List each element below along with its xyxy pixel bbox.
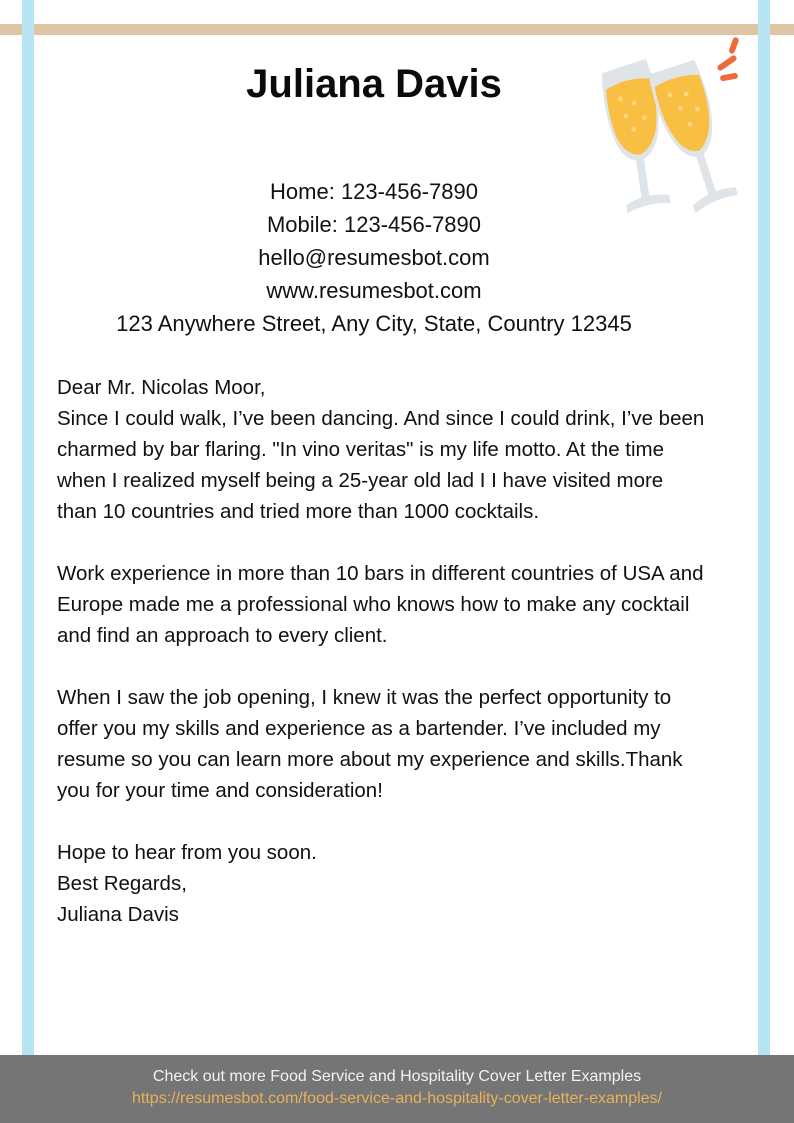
letter-body (57, 372, 707, 930)
sign-off: Best Regards, (57, 872, 187, 895)
footer-banner (0, 1055, 794, 1123)
website: www.resumesbot.com (266, 278, 482, 303)
paragraph-1: Since I could walk, I’ve been dancing. And since I could drink, I’ve been charmed by bar flaring. "In vino veritas" is my life motto. At the time when I realized myself being a 25-year old lad I I have visited more than 10 countries and tried more than 1000 cocktails. (57, 407, 705, 523)
footer-link[interactable]: https://resumesbot.com/food-service-and-hospitality-cover-letter-examples/ (132, 1090, 662, 1107)
paragraph-3: When I saw the job opening, I knew it was the perfect opportunity to offer you my skills and experience as a bartender. I’ve included my resume so you can learn more about my experience and skills.Thank you for your time and consideration! (57, 686, 683, 802)
salutation: Dear Mr. Nicolas Moor, (57, 376, 266, 399)
contact-block (0, 175, 748, 340)
footer-text: Check out more Food Service and Hospitality Cover Letter Examples (152, 1068, 642, 1085)
signature: Juliana Davis (57, 903, 179, 926)
home-phone: Home: 123-456-7890 (270, 179, 478, 204)
left-accent-line (22, 0, 34, 1055)
paragraph-2: Work experience in more than 10 bars in different countries of USA and Europe made me a professional who knows how to make any cocktail and find an approach to every client. (57, 562, 704, 647)
closing-line: Hope to hear from you soon. (57, 841, 317, 864)
applicant-name: Juliana Davis (246, 62, 502, 106)
mobile-phone: Mobile: 123-456-7890 (266, 212, 482, 237)
email: hello@resumesbot.com (258, 245, 490, 270)
address: 123 Anywhere Street, Any City, State, Country 12345 (116, 311, 632, 336)
